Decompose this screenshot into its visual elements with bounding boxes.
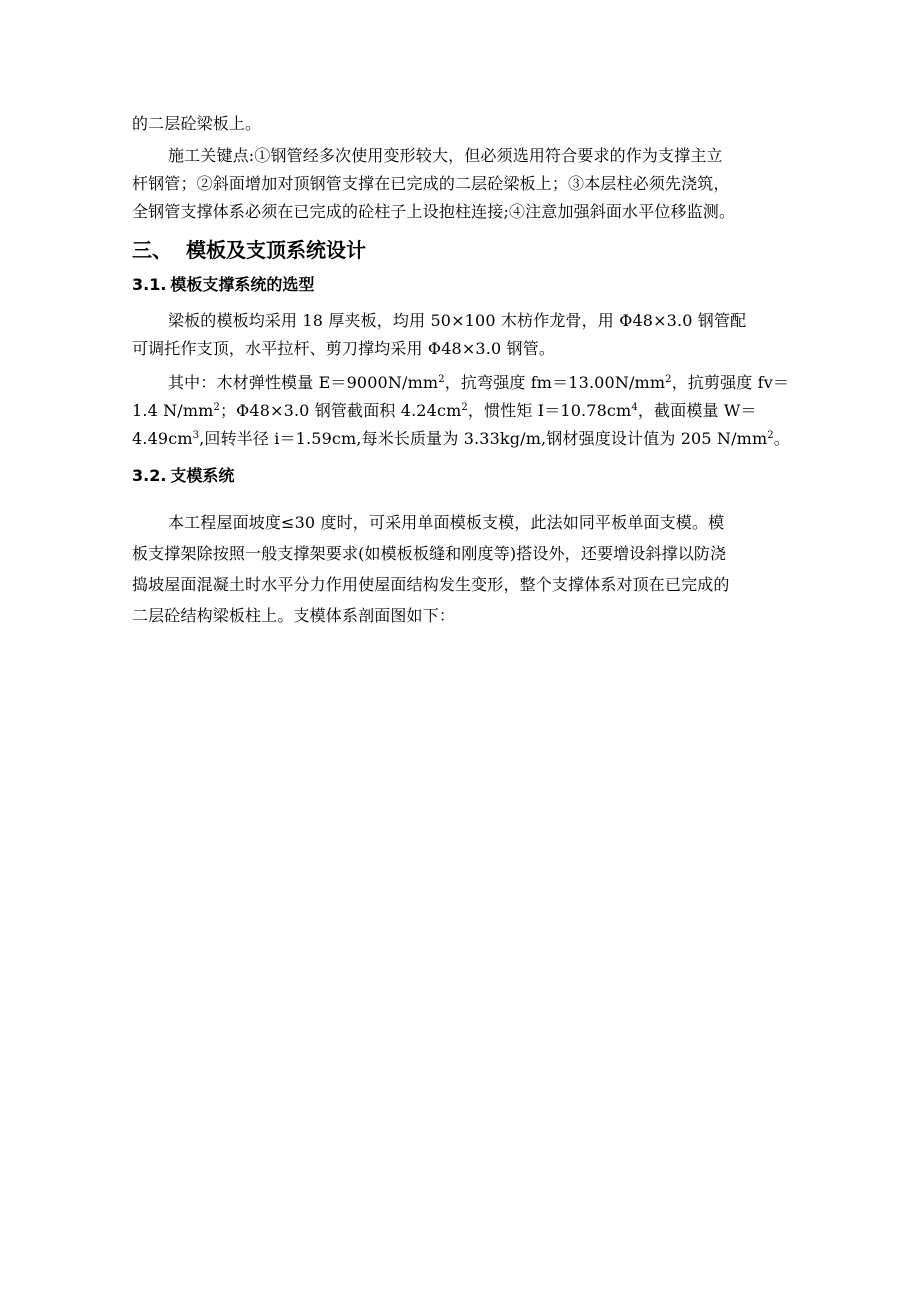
paragraph-line: [132, 369, 822, 397]
superscript: 4: [631, 402, 638, 413]
subsection-number: 3.2.: [132, 466, 167, 485]
paragraph-selection: [132, 307, 822, 363]
text-run: ，截面模量 W＝: [637, 401, 757, 420]
paragraph-line: 全钢管支撑体系必须在已完成的砼柱子上设抱柱连接;④注意加强斜面水平位移监测。: [132, 202, 736, 221]
text-run: 其中：木材弹性模量 E＝9000N/mm: [168, 373, 439, 392]
paragraph-line: [132, 425, 822, 453]
superscript: 2: [767, 430, 774, 441]
section-title: 模板及支顶系统设计: [186, 238, 366, 262]
paragraph-line: 施工关键点:①钢管经多次使用变形较大，但必须选用符合要求的作为支撑主立: [168, 146, 723, 165]
subsection-title: 支模系统: [170, 466, 235, 485]
text-run: ，抗剪强度 fv＝: [671, 373, 790, 392]
text-run: 。: [773, 429, 790, 448]
paragraph-line: 捣坡屋面混凝土时水平分力作用使屋面结构发生变形，整个支撑体系对顶在已完成的: [132, 575, 730, 594]
paragraph-line: 梁板的模板均采用 18 厚夹板，均用 50×100 木枋作龙骨，用 Φ48×3.0 钢管配: [168, 311, 747, 330]
text-run: ,回转半径 i＝1.59cm,每米长质量为 3.33kg/m,钢材强度设计值为 205 N/mm: [199, 429, 768, 448]
section-heading-3: [132, 236, 366, 264]
subsection-heading-3-2: [132, 464, 234, 488]
paragraph-line: [132, 397, 822, 425]
paragraph-line: 可调托作支顶，水平拉杆、剪刀撑均采用 Φ48×3.0 钢管。: [132, 339, 556, 358]
text-run: ，抗弯强度 fm＝13.00N/mm: [444, 373, 666, 392]
paragraph-support-system: [132, 507, 822, 631]
subsection-title: 模板支撑系统的选型: [170, 275, 315, 294]
text-run: ；Φ48×3.0 钢管截面积 4.24cm: [219, 401, 462, 420]
paragraph-intro: [132, 110, 822, 138]
superscript: 2: [461, 402, 468, 413]
paragraph-line: 的二层砼梁板上。: [132, 114, 262, 133]
text-run: ，惯性矩 I＝10.78cm: [467, 401, 632, 420]
section-number: 三、: [132, 238, 172, 262]
superscript: 2: [665, 374, 672, 385]
paragraph-line: 本工程屋面坡度≤30 度时，可采用单面模板支模，此法如同平板单面支模。模: [168, 513, 725, 532]
superscript: 2: [213, 402, 220, 413]
paragraph-key-points: [132, 142, 822, 226]
paragraph-line: 板支撑架除按照一般支撑架要求(如模板板缝和刚度等)搭设外，还要增设斜撑以防浇: [132, 544, 727, 563]
paragraph-material-properties: [132, 369, 822, 453]
subsection-number: 3.1.: [132, 275, 167, 294]
superscript: 3: [192, 430, 200, 441]
paragraph-line: 杆钢管；②斜面增加对顶钢管支撑在已完成的二层砼梁板上；③本层柱必须先浇筑，: [132, 174, 730, 193]
superscript: 2: [438, 374, 445, 385]
text-run: 1.4 N/mm: [132, 401, 214, 420]
subsection-heading-3-1: [132, 273, 314, 297]
paragraph-line: 二层砼结构梁板柱上。支模体系剖面图如下：: [132, 606, 456, 625]
text-run: 4.49cm: [132, 429, 193, 448]
